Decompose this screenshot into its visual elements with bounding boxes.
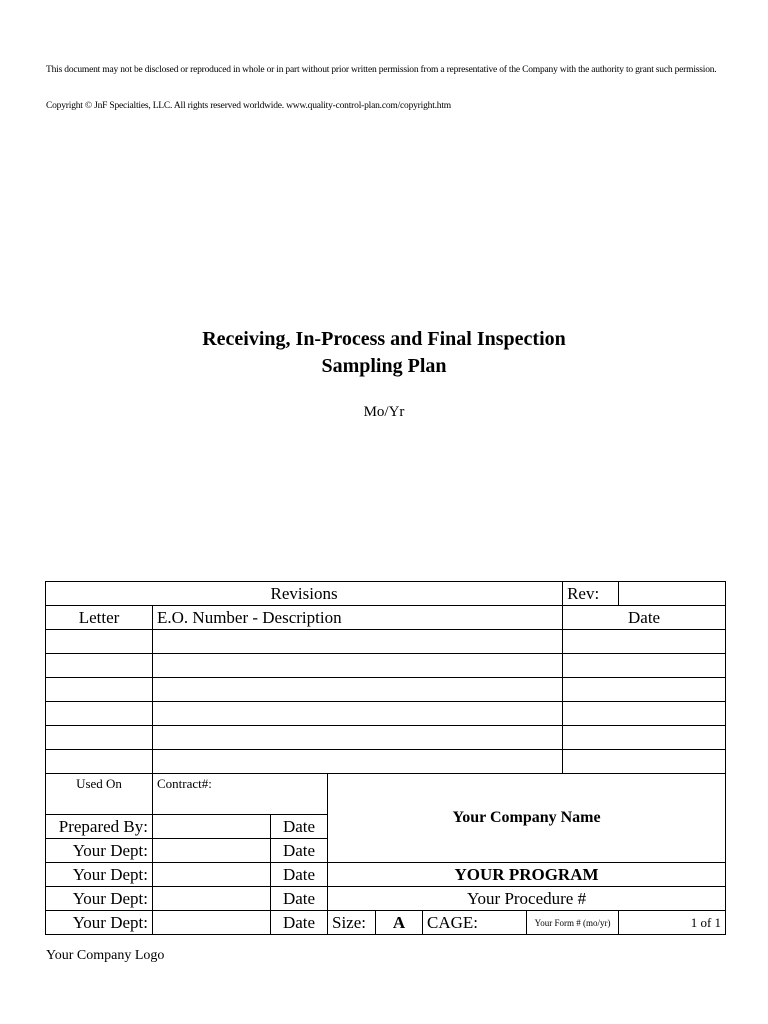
dept-value-2[interactable] — [153, 863, 271, 887]
dept-date-label-2: Date — [271, 863, 328, 887]
row-description[interactable] — [153, 630, 563, 654]
title-line-2: Sampling Plan — [321, 355, 447, 377]
cage-label: CAGE: — [423, 911, 527, 935]
dept-date-label-3: Date — [271, 887, 328, 911]
company-name: Your Company Name — [328, 774, 726, 863]
table-row — [46, 726, 726, 750]
dept-value-1[interactable] — [153, 839, 271, 863]
copyright-line: Copyright © JnF Specialties, LLC. All rights reserved worldwide. www.quality-control-plan.com/copyright.htm — [46, 101, 451, 111]
revisions-table — [45, 581, 726, 935]
procedure-number: Your Procedure # — [328, 887, 726, 911]
size-label: Size: — [328, 911, 376, 935]
dept-label-2: Your Dept: — [46, 863, 153, 887]
form-number: Your Form # (mo/yr) — [527, 911, 619, 935]
col-letter: Letter — [46, 606, 153, 630]
table-row — [46, 630, 726, 654]
document-date: Mo/Yr — [363, 404, 405, 420]
revisions-heading-row — [46, 582, 726, 606]
table-row — [46, 750, 726, 774]
row-letter[interactable] — [46, 750, 153, 774]
row-letter[interactable] — [46, 654, 153, 678]
table-row — [46, 678, 726, 702]
rev-value[interactable] — [619, 582, 726, 606]
dept-label-3: Your Dept: — [46, 887, 153, 911]
row-date[interactable] — [563, 630, 726, 654]
contract-label: Contract#: — [153, 774, 328, 815]
rev-label: Rev: — [563, 582, 619, 606]
table-row — [46, 654, 726, 678]
prepared-by-date-label: Date — [271, 815, 328, 839]
dept-row-4 — [46, 911, 726, 935]
dept-value-4[interactable] — [153, 911, 271, 935]
dept-value-3[interactable] — [153, 887, 271, 911]
row-letter[interactable] — [46, 630, 153, 654]
col-date: Date — [563, 606, 726, 630]
used-on-label: Used On — [46, 774, 153, 815]
prepared-by-value[interactable] — [153, 815, 271, 839]
row-letter[interactable] — [46, 702, 153, 726]
title-line-1: Receiving, In-Process and Final Inspection — [202, 328, 566, 350]
row-letter[interactable] — [46, 678, 153, 702]
prepared-by-label: Prepared By: — [46, 815, 153, 839]
table-row — [46, 702, 726, 726]
row-date[interactable] — [563, 750, 726, 774]
revisions-heading: Revisions — [46, 582, 563, 606]
program-name: YOUR PROGRAM — [328, 863, 726, 887]
row-date[interactable] — [563, 726, 726, 750]
row-letter[interactable] — [46, 726, 153, 750]
row-description[interactable] — [153, 750, 563, 774]
dept-date-label-1: Date — [271, 839, 328, 863]
dept-label-1: Your Dept: — [46, 839, 153, 863]
col-description: E.O. Number - Description — [153, 606, 563, 630]
row-description[interactable] — [153, 702, 563, 726]
disclosure-notice: This document may not be disclosed or reproduced in whole or in part without prior written permission from a representative of the Company with the authority to grant such permission. — [46, 65, 717, 75]
dept-date-label-4: Date — [271, 911, 328, 935]
dept-label-4: Your Dept: — [46, 911, 153, 935]
revisions-column-header-row — [46, 606, 726, 630]
row-date[interactable] — [563, 654, 726, 678]
dept-row-3 — [46, 887, 726, 911]
row-description[interactable] — [153, 654, 563, 678]
row-date[interactable] — [563, 702, 726, 726]
page-count: 1 of 1 — [619, 911, 726, 935]
row-description[interactable] — [153, 678, 563, 702]
document-title — [0, 326, 768, 380]
row-date[interactable] — [563, 678, 726, 702]
size-value: A — [376, 911, 423, 935]
company-logo-placeholder: Your Company Logo — [46, 948, 165, 963]
row-description[interactable] — [153, 726, 563, 750]
title-block-row-1 — [46, 774, 726, 815]
dept-row-2 — [46, 863, 726, 887]
